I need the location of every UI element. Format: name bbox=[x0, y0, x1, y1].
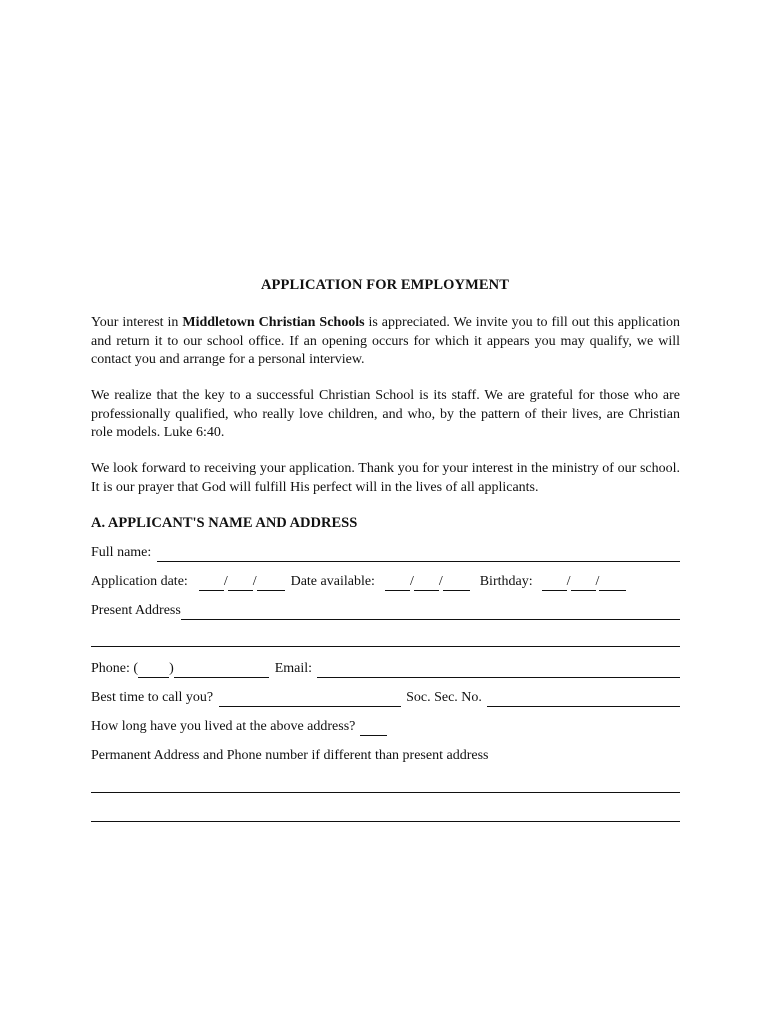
best-time-field[interactable] bbox=[219, 692, 401, 707]
application-date-label: Application date: bbox=[91, 574, 188, 589]
intro-p1-text-end: is appreciated. We invite you to fill out this application and return it to our school office. If an opening occurs for which it appears you may qualify, we will contact you and arrange for a personal interview. bbox=[91, 315, 681, 367]
birthday-month-field[interactable] bbox=[542, 576, 567, 591]
section-a-heading: A. APPLICANT'S NAME AND ADDRESS bbox=[91, 515, 358, 531]
present-address-line-2[interactable] bbox=[91, 646, 680, 647]
date-separator: / bbox=[223, 574, 228, 589]
permanent-address-label: Permanent Address and Phone number if different than present address bbox=[91, 748, 489, 763]
intro-paragraph-3: We look forward to receiving your application. Thank you for your interest in the ministry of our school. It is our prayer that God will fulfill His perfect will in the lives of all applicants. bbox=[91, 461, 680, 495]
best-time-ssn-row bbox=[91, 689, 680, 707]
how-long-row bbox=[91, 718, 680, 736]
phone-label: Phone: ( bbox=[91, 661, 139, 676]
date-separator: / bbox=[595, 574, 600, 589]
school-name: Middletown Christian Schools bbox=[182, 315, 365, 330]
email-field[interactable] bbox=[317, 663, 680, 678]
phone-area-code-field[interactable] bbox=[138, 663, 169, 678]
date-available-year-field[interactable] bbox=[443, 576, 470, 591]
how-long-field[interactable] bbox=[360, 721, 387, 736]
birthday-label: Birthday: bbox=[479, 574, 533, 589]
present-address-field[interactable] bbox=[181, 605, 680, 620]
phone-close-paren: ) bbox=[169, 661, 174, 676]
email-label: Email: bbox=[274, 661, 313, 676]
permanent-address-line-2[interactable] bbox=[91, 821, 680, 822]
application-date-year-field[interactable] bbox=[257, 576, 285, 591]
birthday-year-field[interactable] bbox=[599, 576, 626, 591]
date-available-month-field[interactable] bbox=[385, 576, 410, 591]
date-separator: / bbox=[252, 574, 257, 589]
dates-row bbox=[91, 573, 680, 591]
intro-p1-text-start: Your interest in bbox=[91, 315, 183, 330]
permanent-address-line-1[interactable] bbox=[91, 792, 680, 793]
date-available-label: Date available: bbox=[290, 574, 375, 589]
best-time-label: Best time to call you? bbox=[91, 690, 214, 705]
date-separator: / bbox=[438, 574, 443, 589]
birthday-day-field[interactable] bbox=[571, 576, 596, 591]
application-date-day-field[interactable] bbox=[228, 576, 253, 591]
full-name-row bbox=[91, 544, 680, 562]
how-long-label: How long have you lived at the above address? bbox=[91, 719, 356, 734]
permanent-address-row bbox=[91, 747, 680, 765]
full-name-label: Full name: bbox=[91, 545, 152, 560]
date-separator: / bbox=[566, 574, 571, 589]
intro-paragraph-2: We realize that the key to a successful Christian School is its staff. We are grateful for those who are professionally qualified, who really love children, and who, by the pattern of their lives, are Christian role models. Luke 6:40. bbox=[91, 388, 680, 440]
application-date-month-field[interactable] bbox=[199, 576, 224, 591]
ssn-label: Soc. Sec. No. bbox=[406, 690, 482, 705]
full-name-field[interactable] bbox=[157, 547, 680, 562]
ssn-field[interactable] bbox=[487, 692, 680, 707]
form-title: APPLICATION FOR EMPLOYMENT bbox=[260, 277, 510, 293]
phone-number-field[interactable] bbox=[174, 663, 269, 678]
present-address-label: Present Address bbox=[91, 603, 181, 618]
date-available-day-field[interactable] bbox=[414, 576, 439, 591]
phone-email-row bbox=[91, 660, 680, 678]
present-address-row bbox=[91, 602, 680, 620]
date-separator: / bbox=[409, 574, 414, 589]
intro-paragraph-1 bbox=[91, 314, 680, 370]
